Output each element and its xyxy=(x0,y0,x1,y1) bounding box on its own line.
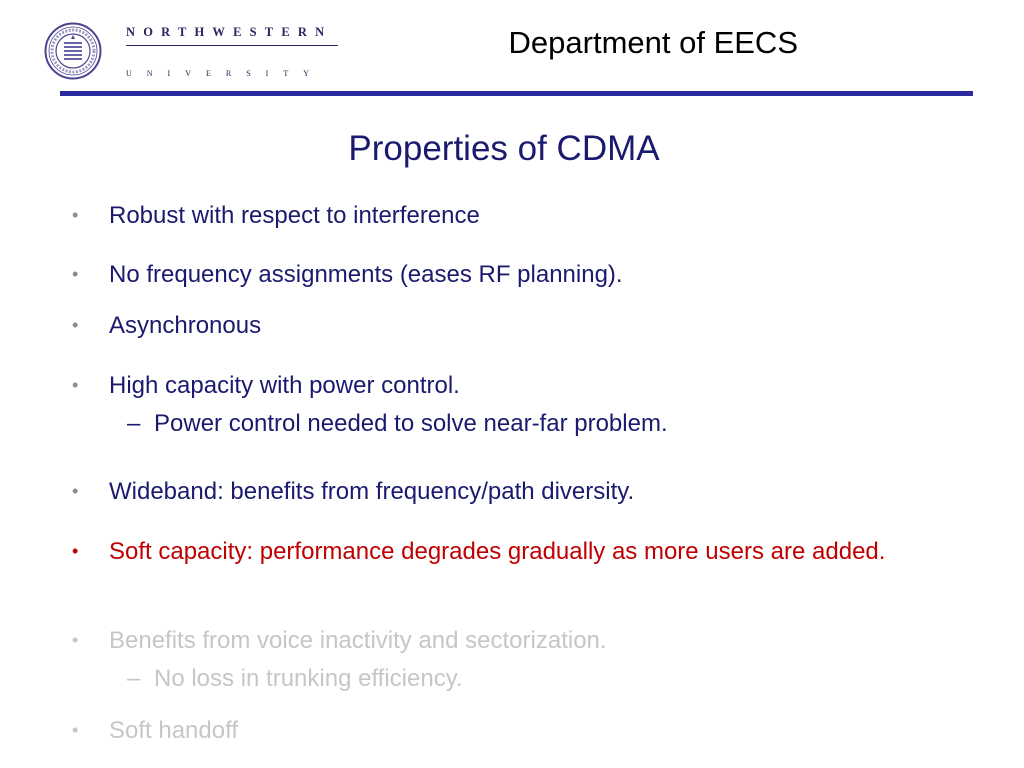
sub-bullet-text: No loss in trunking efficiency. xyxy=(154,665,463,692)
bullet-text: Soft capacity: performance degrades gradually as more users are added. xyxy=(109,538,886,565)
bullet-dot: • xyxy=(72,264,79,284)
bullet-text: Soft handoff xyxy=(109,717,238,744)
bullet-dot: • xyxy=(72,375,79,395)
sub-bullet-text: Power control needed to solve near-far problem. xyxy=(154,410,668,437)
bullet-dot: • xyxy=(72,720,79,740)
bullet-text: Asynchronous xyxy=(109,312,262,339)
department-title: Department of EECS xyxy=(508,25,798,60)
bullet-item xyxy=(72,260,952,289)
university-seal-logo xyxy=(44,22,102,80)
university-wordmark xyxy=(126,22,340,79)
bullet-dot: • xyxy=(72,541,79,561)
bullet-item xyxy=(72,311,952,340)
bullet-dot: • xyxy=(72,315,79,335)
wordmark-divider xyxy=(126,45,338,46)
sub-bullet-item xyxy=(127,409,967,438)
bullet-item xyxy=(72,626,952,655)
university-subtitle: UNIVERSITY xyxy=(126,69,324,78)
university-name: NORTHWESTERN xyxy=(126,25,333,39)
bullet-item xyxy=(72,537,952,566)
bullet-dot: • xyxy=(72,481,79,501)
sub-bullet-dash: – xyxy=(127,410,141,437)
bullet-text: Robust with respect to interference xyxy=(109,202,480,229)
bullet-item xyxy=(72,371,952,400)
bullet-item xyxy=(72,201,952,230)
bullet-text: No frequency assignments (eases RF planning). xyxy=(109,261,623,288)
bullet-text: Wideband: benefits from frequency/path diversity. xyxy=(109,478,635,505)
bullet-dot: • xyxy=(72,630,79,650)
slide-title: Properties of CDMA xyxy=(348,129,660,168)
bullet-text: High capacity with power control. xyxy=(109,372,460,399)
sub-bullet-item xyxy=(127,664,967,693)
bullet-item xyxy=(72,716,952,745)
sub-bullet-dash: – xyxy=(127,665,141,692)
bullet-dot: • xyxy=(72,205,79,225)
bullet-text: Benefits from voice inactivity and sectorization. xyxy=(109,627,607,654)
header-divider xyxy=(60,91,973,96)
bullet-item xyxy=(72,477,952,506)
